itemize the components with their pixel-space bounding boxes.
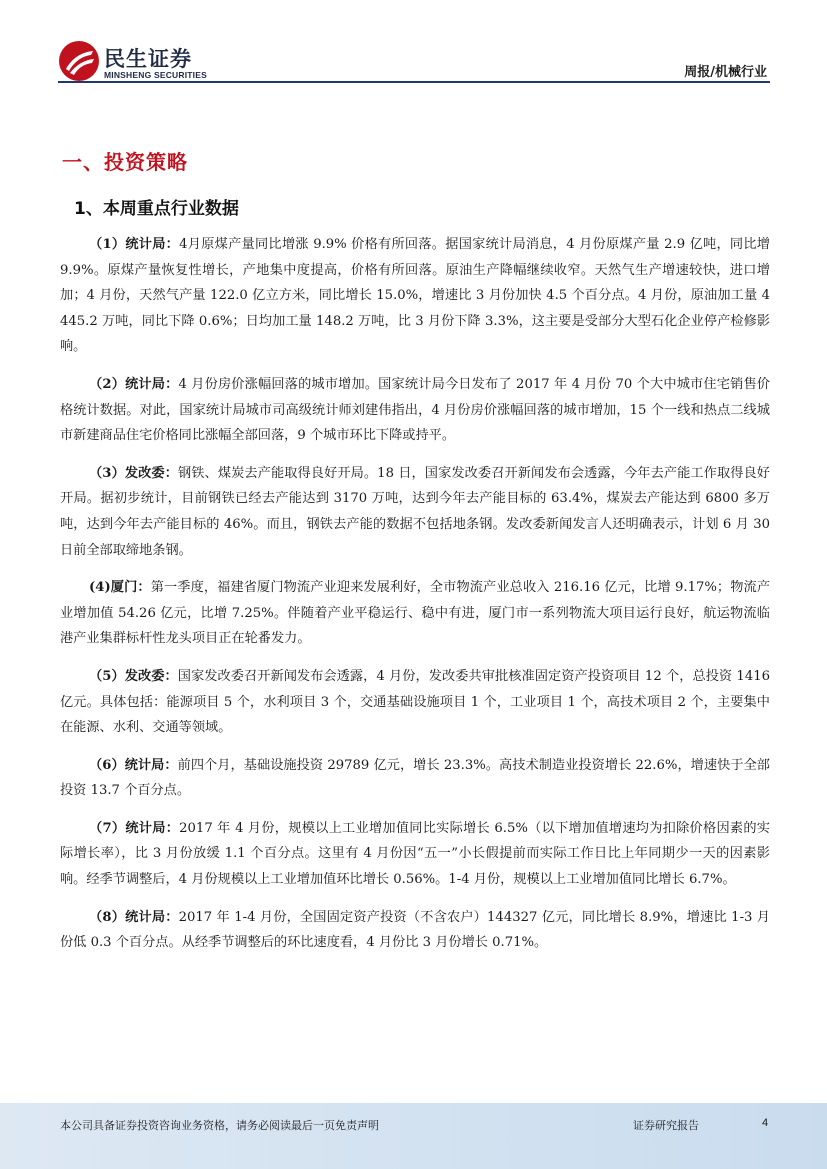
paragraph-lead: （3）发改委： (89, 465, 178, 481)
page-number: 4 (762, 1117, 769, 1129)
minsheng-logo-icon (58, 40, 100, 82)
subsection-title: 1、本周重点行业数据 (74, 199, 239, 219)
news-paragraph-7 (60, 816, 770, 893)
paragraph-text: 2017 年 4 月份，规模以上工业增加值同比实际增长 6.5%（以下增加值增速均为扣除价格因素的实际增长率），比 3 月份放缓 1.1 个百分点。这里有 4 月份因“五一”小长假提前而实际工作日比上年同期少一天的因素影响。经季节调整后，4 月份规模以上工业增加值环比增长 0.56%。1-4 月份，规模以上工业增加值同比增长 6.7%。 (60, 820, 770, 888)
paragraph-text: 前四个月，基础设施投资 29789 亿元，增长 23.3%。高技术制造业投资增长 22.6%，增速快于全部投资 13.7 个百分点。 (60, 757, 770, 799)
page-header (0, 0, 827, 90)
section-title: 一、投资策略 (62, 150, 188, 174)
brand-name-en: MINSHENG SECURITIES (104, 70, 207, 80)
paragraph-lead: （8）统计局： (89, 909, 179, 925)
report-category: 周报/机械行业 (684, 65, 767, 80)
paragraph-text: 钢铁、煤炭去产能取得良好开局。18 日，国家发改委召开新闻发布会透露，今年去产能工作取得良好开局。据初步统计，目前钢铁已经去产能达到 3170 万吨，达到今年去产能目标的 63.4%，煤炭去产能达到 6800 多万吨，达到今年去产能目标的 46%。而且，钢铁去产能的数据不包括地条钢。发改委新闻发言人还明确表示，计划 6 月 30 日前全部取缔地条钢。 (60, 465, 770, 558)
paragraph-text: 2017 年 1-4 月份，全国固定资产投资（不含农户）144327 亿元，同比增长 8.9%，增速比 1-3 月份低 0.3 个百分点。从经季节调整后的环比速度看，4 月份比 3 月份增长 0.71%。 (60, 909, 770, 951)
paragraph-lead: （5）发改委： (89, 668, 178, 684)
brand-name-cn: 民生证券 (104, 47, 192, 71)
news-paragraph-2 (60, 372, 770, 449)
news-paragraph-3 (60, 461, 770, 563)
page-footer (0, 1103, 827, 1169)
paragraph-lead: （2）统计局： (89, 376, 179, 392)
paragraph-text: 第一季度，福建省厦门物流产业迎来发展利好，全市物流产业总收入 216.16 亿元，比增 9.17%；物流产业增加值 54.26 亿元，比增 7.25%。伴随着产业平稳运行、稳中有进，厦门市一系列物流大项目运行良好，航运物流临港产业集群标杆性龙头项目正在轮番发力。 (60, 580, 771, 647)
paragraph-text: 4月原煤产量同比增涨 9.9% 价格有所回落。据国家统计局消息，4 月份原煤产量 2.9 亿吨，同比增 9.9%。原煤产量恢复性增长，产地集中度提高，价格有所回落。原油生产降幅继续收窄。天然气生产增速较快，进口增加；4 月份，天然气产量 122.0 亿立方米，同比增长 15.0%，增速比 3 月份加快 4.5 个百分点。4 月份，原油加工量 4445.2 万吨，同比下降 0.6%；日均加工量 148.2 万吨，比 3 月份下降 3.3%，这主要是受部分大型石化企业停产检修影响。 (60, 237, 770, 355)
paragraph-text: 4 月份房价涨幅回落的城市增加。国家统计局今日发布了 2017 年 4 月份 70 个大中城市住宅销售价格统计数据。对此，国家统计局城市司高级统计师刘建伟指出，4 月份房价涨幅回落的城市增加，15 个一线和热点二线城市新建商品住宅价格同比涨幅全部回落，9 个城市环比下降或持平。 (60, 376, 770, 444)
report-type-label: 证券研究报告 (633, 1119, 699, 1132)
news-paragraph-8 (60, 905, 770, 956)
company-logo (58, 40, 208, 85)
news-paragraph-1 (60, 232, 770, 360)
news-paragraph-6 (60, 753, 770, 804)
header-divider (58, 81, 770, 83)
paragraph-lead: （1）统计局： (89, 237, 180, 252)
paragraph-text: 国家发改委召开新闻发布会透露，4 月份，发改委共审批核准固定资产投资项目 12 个，总投资 1416 亿元。具体包括：能源项目 5 个，水利项目 3 个，交通基础设施项目 1 个，工业项目 1 个，高技术项目 2 个，主要集中在能源、水利、交通等领域。 (60, 668, 770, 736)
disclaimer-notice: 本公司具备证券投资咨询业务资格，请务必阅读最后一页免责声明 (60, 1119, 379, 1132)
paragraph-lead: （7）统计局： (89, 820, 180, 836)
news-paragraph-5 (60, 664, 770, 741)
news-paragraph-4 (60, 575, 770, 652)
paragraph-lead: (4)厦门： (89, 580, 151, 596)
paragraph-lead: （6）统计局： (89, 757, 178, 773)
report-body (60, 232, 770, 968)
